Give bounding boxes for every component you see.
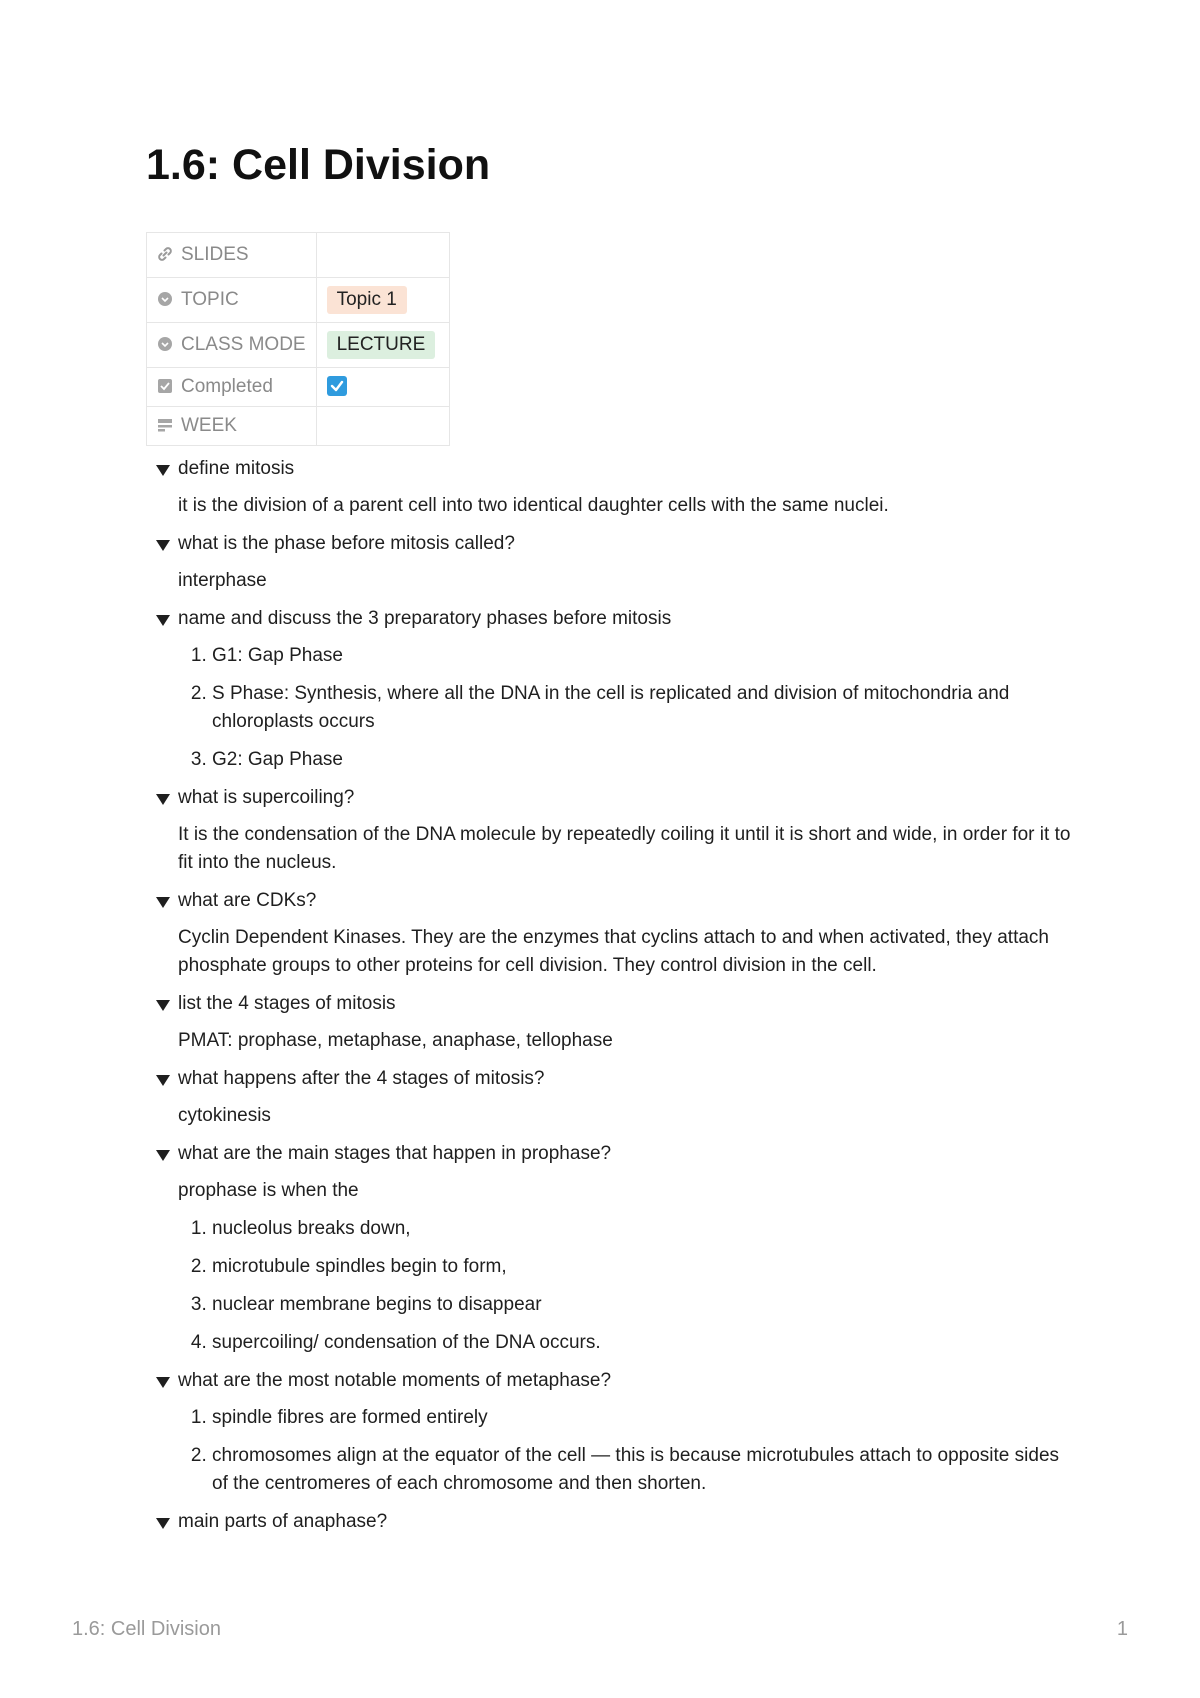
- toggle-question: name and discuss the 3 preparatory phases before mitosis: [178, 608, 672, 629]
- toggle-triangle-icon[interactable]: [156, 1150, 170, 1161]
- slides-value-cell[interactable]: [316, 233, 449, 278]
- property-row-slides: [147, 233, 450, 278]
- property-label: TOPIC: [181, 289, 239, 310]
- completed-checkbox[interactable]: [327, 376, 347, 396]
- toggle-question: what are the most notable moments of metaphase?: [178, 1370, 612, 1391]
- list-item: 3. nuclear membrane begins to disappear: [212, 1291, 1076, 1319]
- toggle-answer: It is the condensation of the DNA molecule by repeatedly coiling it until it is short and wide, in order for it to fit into the nucleus.: [178, 824, 1071, 873]
- toggle-header[interactable]: [156, 1065, 1076, 1093]
- toggle-triangle-icon[interactable]: [156, 540, 170, 551]
- toggle-header[interactable]: [156, 605, 1076, 633]
- toggle-block: [156, 1065, 1076, 1130]
- toggle-body: [156, 642, 1076, 774]
- toggle-question: what are CDKs?: [178, 890, 317, 911]
- page-number: 1: [1116, 1618, 1128, 1640]
- property-row-topic: [147, 278, 450, 323]
- toggle-block: [156, 990, 1076, 1055]
- toggle-question: what are the main stages that happen in prophase?: [178, 1143, 612, 1164]
- property-name-cell: [147, 278, 317, 323]
- toggle-block: [156, 1367, 1076, 1498]
- property-name-cell: [147, 407, 317, 446]
- footer-title: 1.6: Cell Division: [72, 1618, 221, 1640]
- topic-value-cell[interactable]: [316, 278, 449, 323]
- link-icon: [157, 246, 173, 262]
- toggle-answer: cytokinesis: [178, 1105, 271, 1126]
- toggle-answer: it is the division of a parent cell into two identical daughter cells with the same nuclei.: [178, 495, 889, 516]
- toggle-question: what happens after the 4 stages of mitosis?: [178, 1068, 545, 1089]
- toggle-block: [156, 1140, 1076, 1357]
- toggle-block: [156, 784, 1076, 877]
- page-content: [156, 455, 1076, 1546]
- toggle-block: [156, 530, 1076, 595]
- class-mode-value-cell[interactable]: [316, 323, 449, 368]
- toggle-body: [156, 1102, 1076, 1130]
- toggle-header[interactable]: [156, 784, 1076, 812]
- numbered-list: [178, 1404, 1076, 1498]
- toggle-triangle-icon[interactable]: [156, 1000, 170, 1011]
- toggle-block: [156, 455, 1076, 520]
- properties-table: [146, 232, 450, 446]
- numbered-list: [178, 642, 1076, 774]
- text-icon: [157, 417, 173, 433]
- list-item: 1. G1: Gap Phase: [212, 642, 1076, 670]
- property-row-class-mode: [147, 323, 450, 368]
- list-item: 1. nucleolus breaks down,: [212, 1215, 1076, 1243]
- toggle-body: [156, 924, 1076, 980]
- select-icon: [157, 291, 173, 307]
- list-item: 2. microtubule spindles begin to form,: [212, 1253, 1076, 1281]
- checkbox-icon: [157, 378, 173, 394]
- list-item: 2. S Phase: Synthesis, where all the DNA in the cell is replicated and division of mitochondria and chloroplasts occurs: [212, 680, 1076, 736]
- toggle-body: [156, 567, 1076, 595]
- toggle-triangle-icon[interactable]: [156, 1075, 170, 1086]
- toggle-answer: interphase: [178, 570, 267, 591]
- toggle-header[interactable]: [156, 455, 1076, 483]
- toggle-triangle-icon[interactable]: [156, 615, 170, 626]
- list-item: 2. chromosomes align at the equator of the cell — this is because microtubules attach to opposite sides of the centromeres of each chromosome and then shorten.: [212, 1442, 1076, 1498]
- property-name-cell: [147, 368, 317, 407]
- toggle-answer: prophase is when the: [178, 1180, 359, 1201]
- toggle-block: [156, 1508, 1076, 1536]
- list-item: 4. supercoiling/ condensation of the DNA occurs.: [212, 1329, 1076, 1357]
- select-icon: [157, 336, 173, 352]
- toggle-question: what is supercoiling?: [178, 787, 355, 808]
- toggle-body: [156, 821, 1076, 877]
- class-mode-tag[interactable]: LECTURE: [327, 331, 436, 359]
- property-row-completed: [147, 368, 450, 407]
- toggle-question: what is the phase before mitosis called?: [178, 533, 515, 554]
- property-label: CLASS MODE: [181, 334, 306, 355]
- property-label: WEEK: [181, 415, 237, 436]
- property-label: Completed: [181, 376, 273, 397]
- property-row-week: [147, 407, 450, 446]
- toggle-block: [156, 887, 1076, 980]
- toggle-header[interactable]: [156, 990, 1076, 1018]
- toggle-header[interactable]: [156, 1367, 1076, 1395]
- toggle-header[interactable]: [156, 1140, 1076, 1168]
- completed-value-cell: [316, 368, 449, 407]
- property-name-cell: [147, 323, 317, 368]
- list-item: 1. spindle fibres are formed entirely: [212, 1404, 1076, 1432]
- property-name-cell: [147, 233, 317, 278]
- toggle-body: [156, 492, 1076, 520]
- toggle-body: [156, 1404, 1076, 1498]
- toggle-header[interactable]: [156, 1508, 1076, 1536]
- toggle-triangle-icon[interactable]: [156, 465, 170, 476]
- toggle-triangle-icon[interactable]: [156, 1518, 170, 1529]
- toggle-header[interactable]: [156, 887, 1076, 915]
- toggle-answer: Cyclin Dependent Kinases. They are the enzymes that cyclins attach to and when activated, they attach phosphate groups to other proteins for cell division. They control division in the cell.: [178, 927, 1049, 976]
- property-label: SLIDES: [181, 244, 249, 265]
- toggle-body: [156, 1027, 1076, 1055]
- toggle-question: define mitosis: [178, 458, 295, 479]
- numbered-list: [178, 1215, 1076, 1357]
- toggle-body: [156, 1177, 1076, 1357]
- toggle-triangle-icon[interactable]: [156, 794, 170, 805]
- toggle-question: main parts of anaphase?: [178, 1511, 388, 1532]
- toggle-block: [156, 605, 1076, 774]
- toggle-triangle-icon[interactable]: [156, 1377, 170, 1388]
- week-value-cell[interactable]: [316, 407, 449, 446]
- topic-tag[interactable]: Topic 1: [327, 286, 407, 314]
- toggle-answer: PMAT: prophase, metaphase, anaphase, tellophase: [178, 1030, 613, 1051]
- toggle-question: list the 4 stages of mitosis: [178, 993, 396, 1014]
- toggle-header[interactable]: [156, 530, 1076, 558]
- toggle-triangle-icon[interactable]: [156, 897, 170, 908]
- page-title: 1.6: Cell Division: [146, 141, 491, 189]
- list-item: 3. G2: Gap Phase: [212, 746, 1076, 774]
